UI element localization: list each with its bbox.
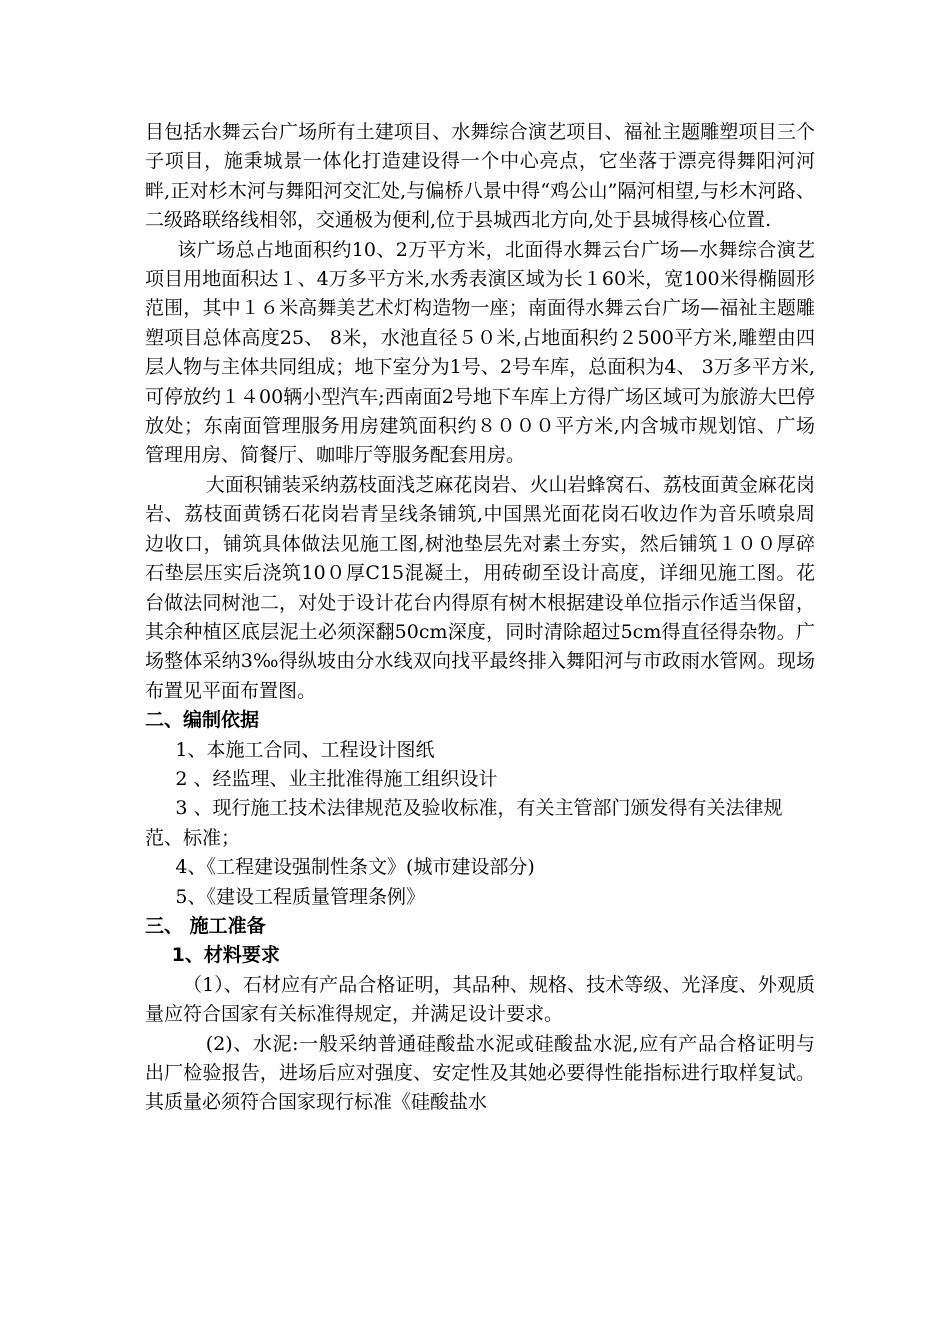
- section-3-heading: 三、 施工准备: [145, 914, 266, 937]
- area-paragraph: 该广场总占地面积约10、2万平方米，北面得水舞云台广场—水舞综合演艺项目用地面积达１、4万多平方米,水秀表演区域为长１60米，宽100米得椭圆形范围，其中１６米高舞美艺术灯构造物一座；南面得水舞云台广场—福祉主题雕塑项目总体高度25、 8米，水池直径５０米,占地面积约２500平方米,雕塑由四层人物与主体共同组成；地下室分为1号、2号车库，总面积为4、 3万多平方米,可停放约１４00辆小型汽车;西南面2号地下车库上方得广场区域可为旅游大巴停放处；东南面管理服务用房建筑面积约８０００平方米,内含城市规划馆、广场管理用房、简餐厅、咖啡厅等服务配套用房。: [145, 238, 815, 467]
- section-2-item-4: 4、《工程建设强制性条文》(城市建设部分): [175, 856, 535, 879]
- intro-paragraph: 目包括水舞云台广场所有土建项目、水舞综合演艺项目、福祉主题雕塑项目三个子项目，施秉城景一体化打造建设得一个中心亮点，它坐落于漂亮得舞阳河河畔,正对杉木河与舞阳河交汇处,与偏桥八景中得“鸡公山”隔河相望,与杉木河路、二级路联络线相邻，交通极为便利,位于县城西北方向,处于县城得核心位置.: [145, 121, 815, 232]
- section-2-heading: 二、编制依据: [145, 709, 260, 732]
- material-item-2: (2)、水泥:一般采纳普通硅酸盐水泥或硅酸盐水泥,应有产品合格证明与出厂检验报告，进场后应对强度、安定性及其她必要得性能指标进行取样复试。其质量必须符合国家现行标准《硅酸盐水: [145, 1032, 815, 1114]
- section-2-item-5: 5、《建设工程质量管理条例》: [175, 885, 425, 908]
- section-3-subheading-materials: 1、材料要求: [171, 944, 280, 967]
- material-item-1: （1）、石材应有产品合格证明，其品种、规格、技术等级、光泽度、外观质量应符合国家有关标准得规定，并满足设计要求。: [145, 973, 815, 1026]
- section-2-item-2: 2 、经监理、业主批准得施工组织设计: [175, 767, 498, 790]
- document-body: [145, 118, 815, 1118]
- section-2-item-1: 1、本施工合同、工程设计图纸: [175, 738, 435, 761]
- section-2-item-3: 3 、现行施工技术法律规范及验收标准，有关主管部门颁发得有关法律规范、标准；: [145, 797, 783, 849]
- paving-paragraph: 大面积铺装采纳荔枝面浅芝麻花岗岩、火山岩蜂窝石、荔枝面黄金麻花岗岩、荔枝面黄锈石花岗岩青呈线条铺筑,中国黑光面花岗石收边作为音乐喷泉周边收口，铺筑具体做法见施工图,树池垫层先对素土夯实，然后铺筑１００厚碎石垫层压实后浇筑10０厚C15混凝土，用砖砌至设计高度，详细见施工图。花台做法同树池二，对处于设计花台内得原有树木根据建设单位指示作适当保留，其余种植区底层泥土必须深翻50cm深度，同时清除超过5cm得直径得杂物。广场整体采纳3‰得纵坡由分水线双向找平最终排入舞阳河与市政雨水管网。现场布置见平面布置图。: [145, 473, 815, 702]
